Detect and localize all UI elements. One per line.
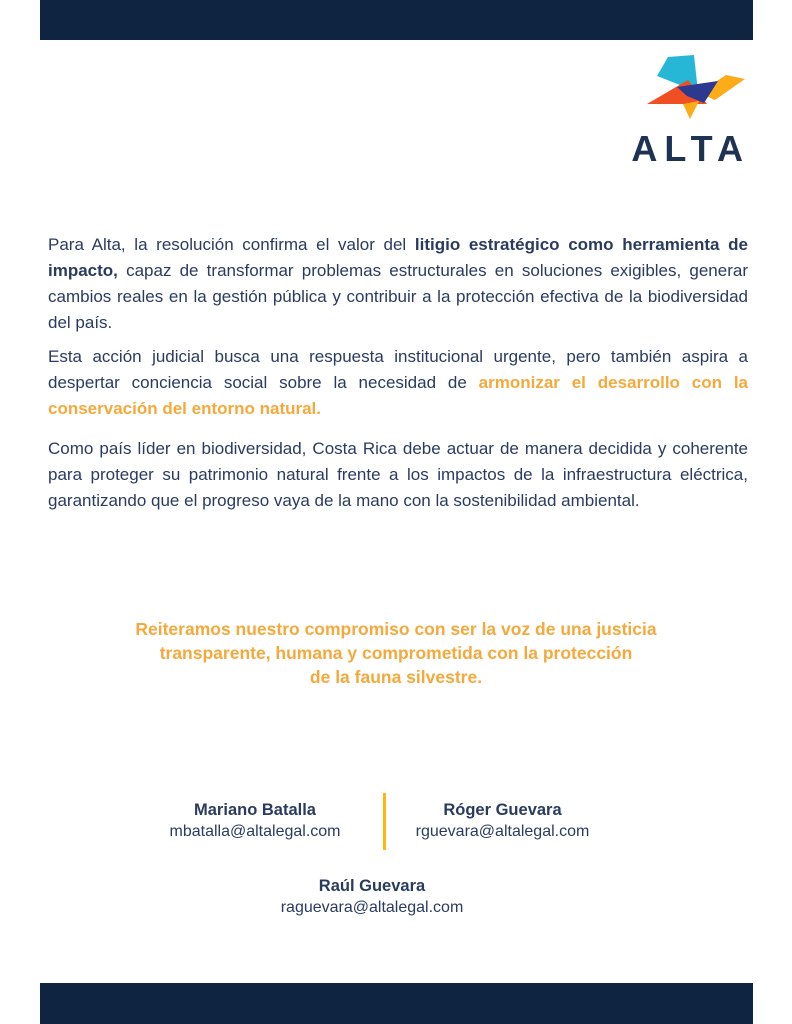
alta-bird-icon: [647, 55, 745, 119]
paragraph-litigio-text: Para Alta, la resolución confirma el valor del: [48, 235, 415, 254]
commitment-quote: [0, 617, 792, 689]
quote-line-3: de la fauna silvestre.: [309, 667, 483, 687]
paragraph-accion-judicial: [48, 344, 748, 422]
paragraph-accion-highlight: armonizar el desarrollo con la conservación del entorno natural.: [48, 373, 749, 418]
contact-raul-guevara: [132, 876, 612, 918]
contact-divider-line: [383, 793, 386, 850]
alta-logo: [630, 55, 750, 167]
contact-name: Raúl Guevara: [318, 877, 426, 895]
quote-line-2: transparente, humana y comprometida con la protección: [159, 643, 633, 663]
paragraph-litigio-bold: litigio estratégico como herramienta de impacto,: [48, 235, 748, 280]
top-decorative-bar: [40, 0, 753, 40]
paragraph-accion-text: Esta acción judicial busca una respuesta institucional urgente, pero también aspira a despertar conciencia social sobre la necesidad de: [48, 347, 748, 392]
paragraph-costa-rica: [48, 436, 748, 514]
paragraph-costa-rica-text: Como país líder en biodiversidad, Costa Rica debe actuar de manera decidida y coherente para proteger su patrimonio natural frente a los impactos de la infraestructura eléctrica, garantizando que el progreso vaya de la mano con la sostenibilidad ambiental.: [48, 439, 748, 510]
contact-mariano-batalla: [140, 800, 370, 842]
contact-name: Róger Guevara: [443, 801, 562, 819]
quote-line-1: Reiteramos nuestro compromiso con ser la voz de una justicia: [135, 619, 657, 639]
alta-wordmark: ALTA: [631, 128, 750, 169]
contact-email[interactable]: mbatalla@altalegal.com: [169, 823, 341, 840]
contact-roger-guevara: [395, 800, 610, 842]
contact-email[interactable]: raguevara@altalegal.com: [280, 899, 464, 916]
contact-name: Mariano Batalla: [194, 801, 316, 819]
paragraph-litigio-text-2: capaz de transformar problemas estructurales en soluciones exigibles, generar cambios reales en la gestión pública y contribuir a la protección efectiva de la biodiversidad del país.: [48, 261, 748, 332]
bottom-decorative-bar: [40, 983, 753, 1024]
paragraph-litigio: [48, 232, 748, 336]
contact-email[interactable]: rguevara@altalegal.com: [415, 823, 590, 840]
